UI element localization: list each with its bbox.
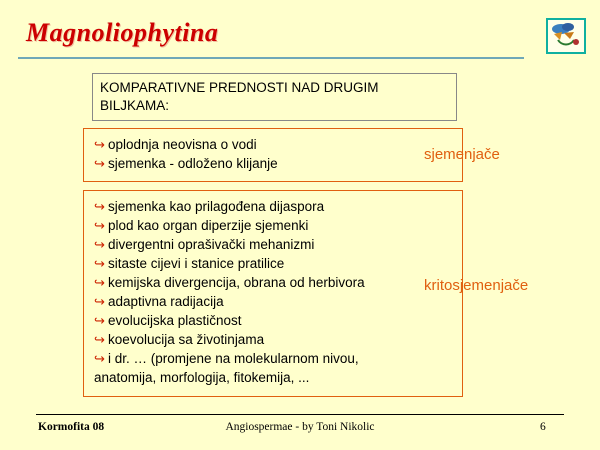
arrow-bullet-icon: ↪ [94, 351, 105, 366]
bullet-box-sjemenjace [83, 128, 463, 182]
list-item-label: adaptivna radijacija [108, 294, 224, 309]
list-item-label: oplodnja neovisna o vodi [108, 137, 257, 152]
group-label-kritosjemenjace: kritosjemenjače [424, 277, 529, 294]
plant-logo-glyph [548, 20, 584, 52]
arrow-bullet-icon: ↪ [94, 137, 105, 152]
list-item [94, 255, 454, 273]
list-item-continuation: anatomija, morfologija, fitokemija, ... [94, 370, 310, 385]
arrow-bullet-icon: ↪ [94, 313, 105, 328]
list-item [94, 312, 454, 330]
arrow-bullet-icon: ↪ [94, 156, 105, 171]
arrow-bullet-icon: ↪ [94, 275, 105, 290]
list-item-label: plod kao organ diperzije sjemenki [108, 218, 309, 233]
list-item-label: koevolucija sa životinjama [108, 332, 265, 347]
header-line-2: BILJKAMA: [100, 98, 170, 113]
list-item-label: sjemenka kao prilagođena dijaspora [108, 199, 325, 214]
list-item [94, 198, 454, 216]
list-item-label: divergentni oprašivački mehanizmi [108, 237, 315, 252]
list-item [94, 155, 454, 173]
list-item [94, 136, 454, 154]
list-item-label: sitaste cijevi i stanice pratilice [108, 256, 285, 271]
arrow-bullet-icon: ↪ [94, 332, 105, 347]
list-item [94, 274, 454, 292]
footer-divider [36, 414, 564, 415]
footer-left-text: Kormofita 08 [38, 421, 105, 433]
title-divider [18, 57, 524, 59]
list-item [94, 331, 454, 349]
header-line-1: KOMPARATIVNE PREDNOSTI NAD DRUGIM [100, 80, 379, 95]
arrow-bullet-icon: ↪ [94, 294, 105, 309]
list-item [94, 350, 454, 368]
arrow-bullet-icon: ↪ [94, 256, 105, 271]
list-item [94, 293, 454, 311]
list-item-label: sjemenka - odloženo klijanje [108, 156, 278, 171]
group-label-sjemenjace: sjemenjače [424, 146, 500, 163]
list-item-label: kemijska divergencija, obrana od herbivora [108, 275, 365, 290]
bullet-box-kritosjemenjace [83, 190, 463, 397]
list-item-label: i dr. … (promjene na molekularnom nivou, [108, 351, 359, 366]
footer-center-text: Angiospermae - by Toni Nikolic [225, 421, 375, 433]
list-item [94, 236, 454, 254]
arrow-bullet-icon: ↪ [94, 199, 105, 214]
arrow-bullet-icon: ↪ [94, 237, 105, 252]
footer-page-number: 6 [540, 421, 546, 433]
list-item [94, 217, 454, 235]
plant-logo-icon [546, 18, 586, 54]
page-title: Magnoliophytina [26, 18, 219, 47]
header-panel [92, 73, 457, 121]
list-item-label: evolucijska plastičnost [108, 313, 242, 328]
arrow-bullet-icon: ↪ [94, 218, 105, 233]
